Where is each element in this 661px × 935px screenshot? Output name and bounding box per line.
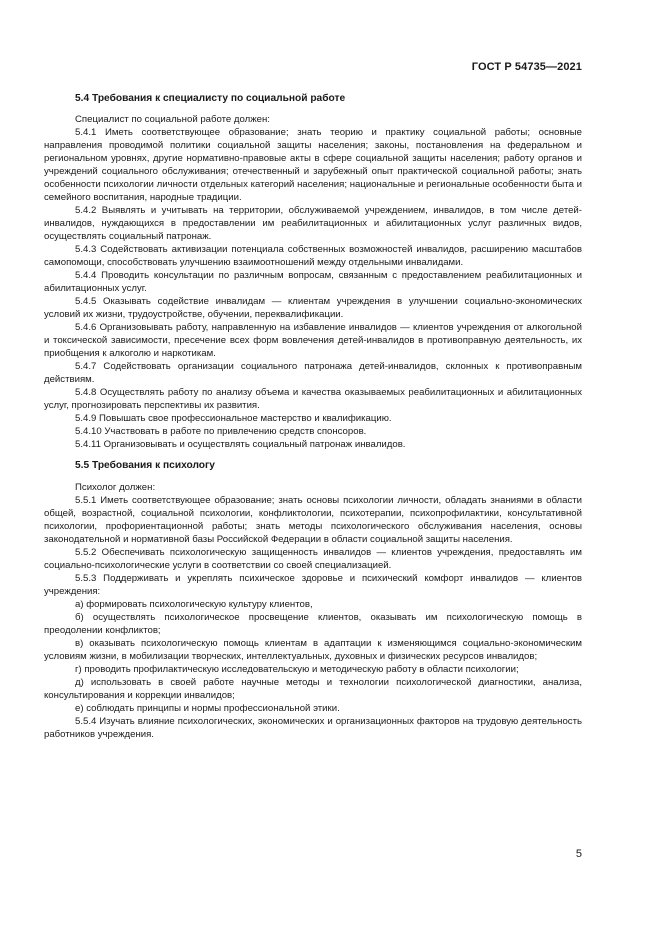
section-5-4: [44, 92, 582, 451]
paragraph: 5.4.9 Повышать свое профессиональное мастерство и квалификацию.: [75, 413, 392, 424]
document-code: ГОСТ Р 54735—2021: [471, 61, 582, 73]
paragraph: 5.4.11 Организовывать и осуществлять социальный патронаж инвалидов.: [75, 439, 406, 450]
paragraph: 5.4.5 Оказывать содействие инвалидам — клиентам учреждения в улучшении социально-экономических условий их жизни, трудоустройстве, обучении, переквалификации.: [44, 296, 582, 320]
page-content: [44, 92, 582, 741]
paragraph: 5.5.4 Изучать влияние психологических, экономических и организационных факторов на трудовую деятельность работников учреждения.: [44, 716, 582, 740]
paragraph: 5.4.8 Осуществлять работу по анализу объема и качества оказываемых реабилитационных и абилитационных услуг, прогнозировать перспективы их развития.: [44, 387, 582, 411]
paragraph: 5.4.4 Проводить консультации по различным вопросам, связанным с предоставлением реабилитационных и абилитационных услуг.: [44, 270, 582, 294]
paragraph: 5.5.3 Поддерживать и укреплять психическое здоровье и психический комфорт инвалидов — клиентов учреждения:: [44, 573, 582, 597]
section-heading: 5.5 Требования к психологу: [75, 460, 215, 471]
list-item: а) формировать психологическую культуру клиентов,: [75, 599, 313, 610]
paragraph: 5.5.1 Иметь соответствующее образование; знать основы психологии личности, обладать знаниями в области общей, возрастной, социальной психологии, конфликтологии, психотерапии, психопрофилактики, консультативной психологии, профориентационной работы; знать методы психологического обслуживания населения, основы законодательной и нормативной базы Российской Федерации в области социальной защиты населения.: [44, 495, 582, 545]
paragraph: Психолог должен:: [75, 482, 156, 493]
list-item: б) осуществлять психологическое просвещение клиентов, оказывать им психологическую помощь в преодолении конфликтов;: [44, 612, 582, 636]
paragraph: 5.4.7 Содействовать организации социального патронажа детей-инвалидов, склонных к противоправным действиям.: [44, 361, 582, 385]
paragraph: 5.4.3 Содействовать активизации потенциала собственных возможностей инвалидов, расширению масштабов самопомощи, способствовать улучшению взаимоотношений между отдельными инвалидами.: [44, 244, 582, 268]
list-item: д) использовать в своей работе научные методы и технологии психологической диагностики, анализа, консультирования и коррекции инвалидов;: [44, 677, 582, 701]
list-item: г) проводить профилактическую исследовательскую и методическую работу в области психологии;: [75, 664, 519, 675]
list-item: е) соблюдать принципы и нормы профессиональной этики.: [75, 703, 340, 714]
paragraph: 5.4.2 Выявлять и учитывать на территории, обслуживаемой учреждением, инвалидов, в том числе детей-инвалидов, нуждающихся в предоставлении им реабилитационных и абилитационных услуг различных видов, осуществлять социальный патронаж.: [44, 205, 582, 242]
paragraph: Специалист по социальной работе должен:: [75, 114, 270, 125]
section-heading: 5.4 Требования к специалисту по социальной работе: [75, 93, 346, 104]
paragraph: 5.4.1 Иметь соответствующее образование; знать теорию и практику социальной работы; основные направления проводимой политики социальной защиты населения; законы, постановления на федеральном и региональном уровнях, другие нормативно-правовые акты в сфере социальной защиты населения; работу органов и учреждений социального обслуживания; отечественный и зарубежный опыт практической социальной работы; знать особенности психологии личности отдельных категорий населения; национальные и региональные особенности быта и семейного воспитания, народные традиции.: [44, 127, 582, 203]
paragraph: 5.5.2 Обеспечивать психологическую защищенность инвалидов — клиентов учреждения, предоставлять им социально-психологические услуги в соответствии со своей специализацией.: [44, 547, 582, 571]
section-5-5: [44, 459, 582, 741]
page-number: 5: [575, 848, 582, 860]
paragraph: 5.4.10 Участвовать в работе по привлечению средств спонсоров.: [75, 426, 367, 437]
paragraph: 5.4.6 Организовывать работу, направленную на избавление инвалидов — клиентов учреждения от алкогольной и токсической зависимости, пресечение всех форм вовлечения детей-инвалидов в противоправную деятельность, их приобщения к алкоголю и наркотикам.: [44, 322, 582, 359]
list-item: в) оказывать психологическую помощь клиентам в адаптации к изменяющимся социально-экономическим условиям жизни, в мобилизации творческих, интеллектуальных, духовных и физических ресурсов инвалидов;: [44, 638, 582, 662]
